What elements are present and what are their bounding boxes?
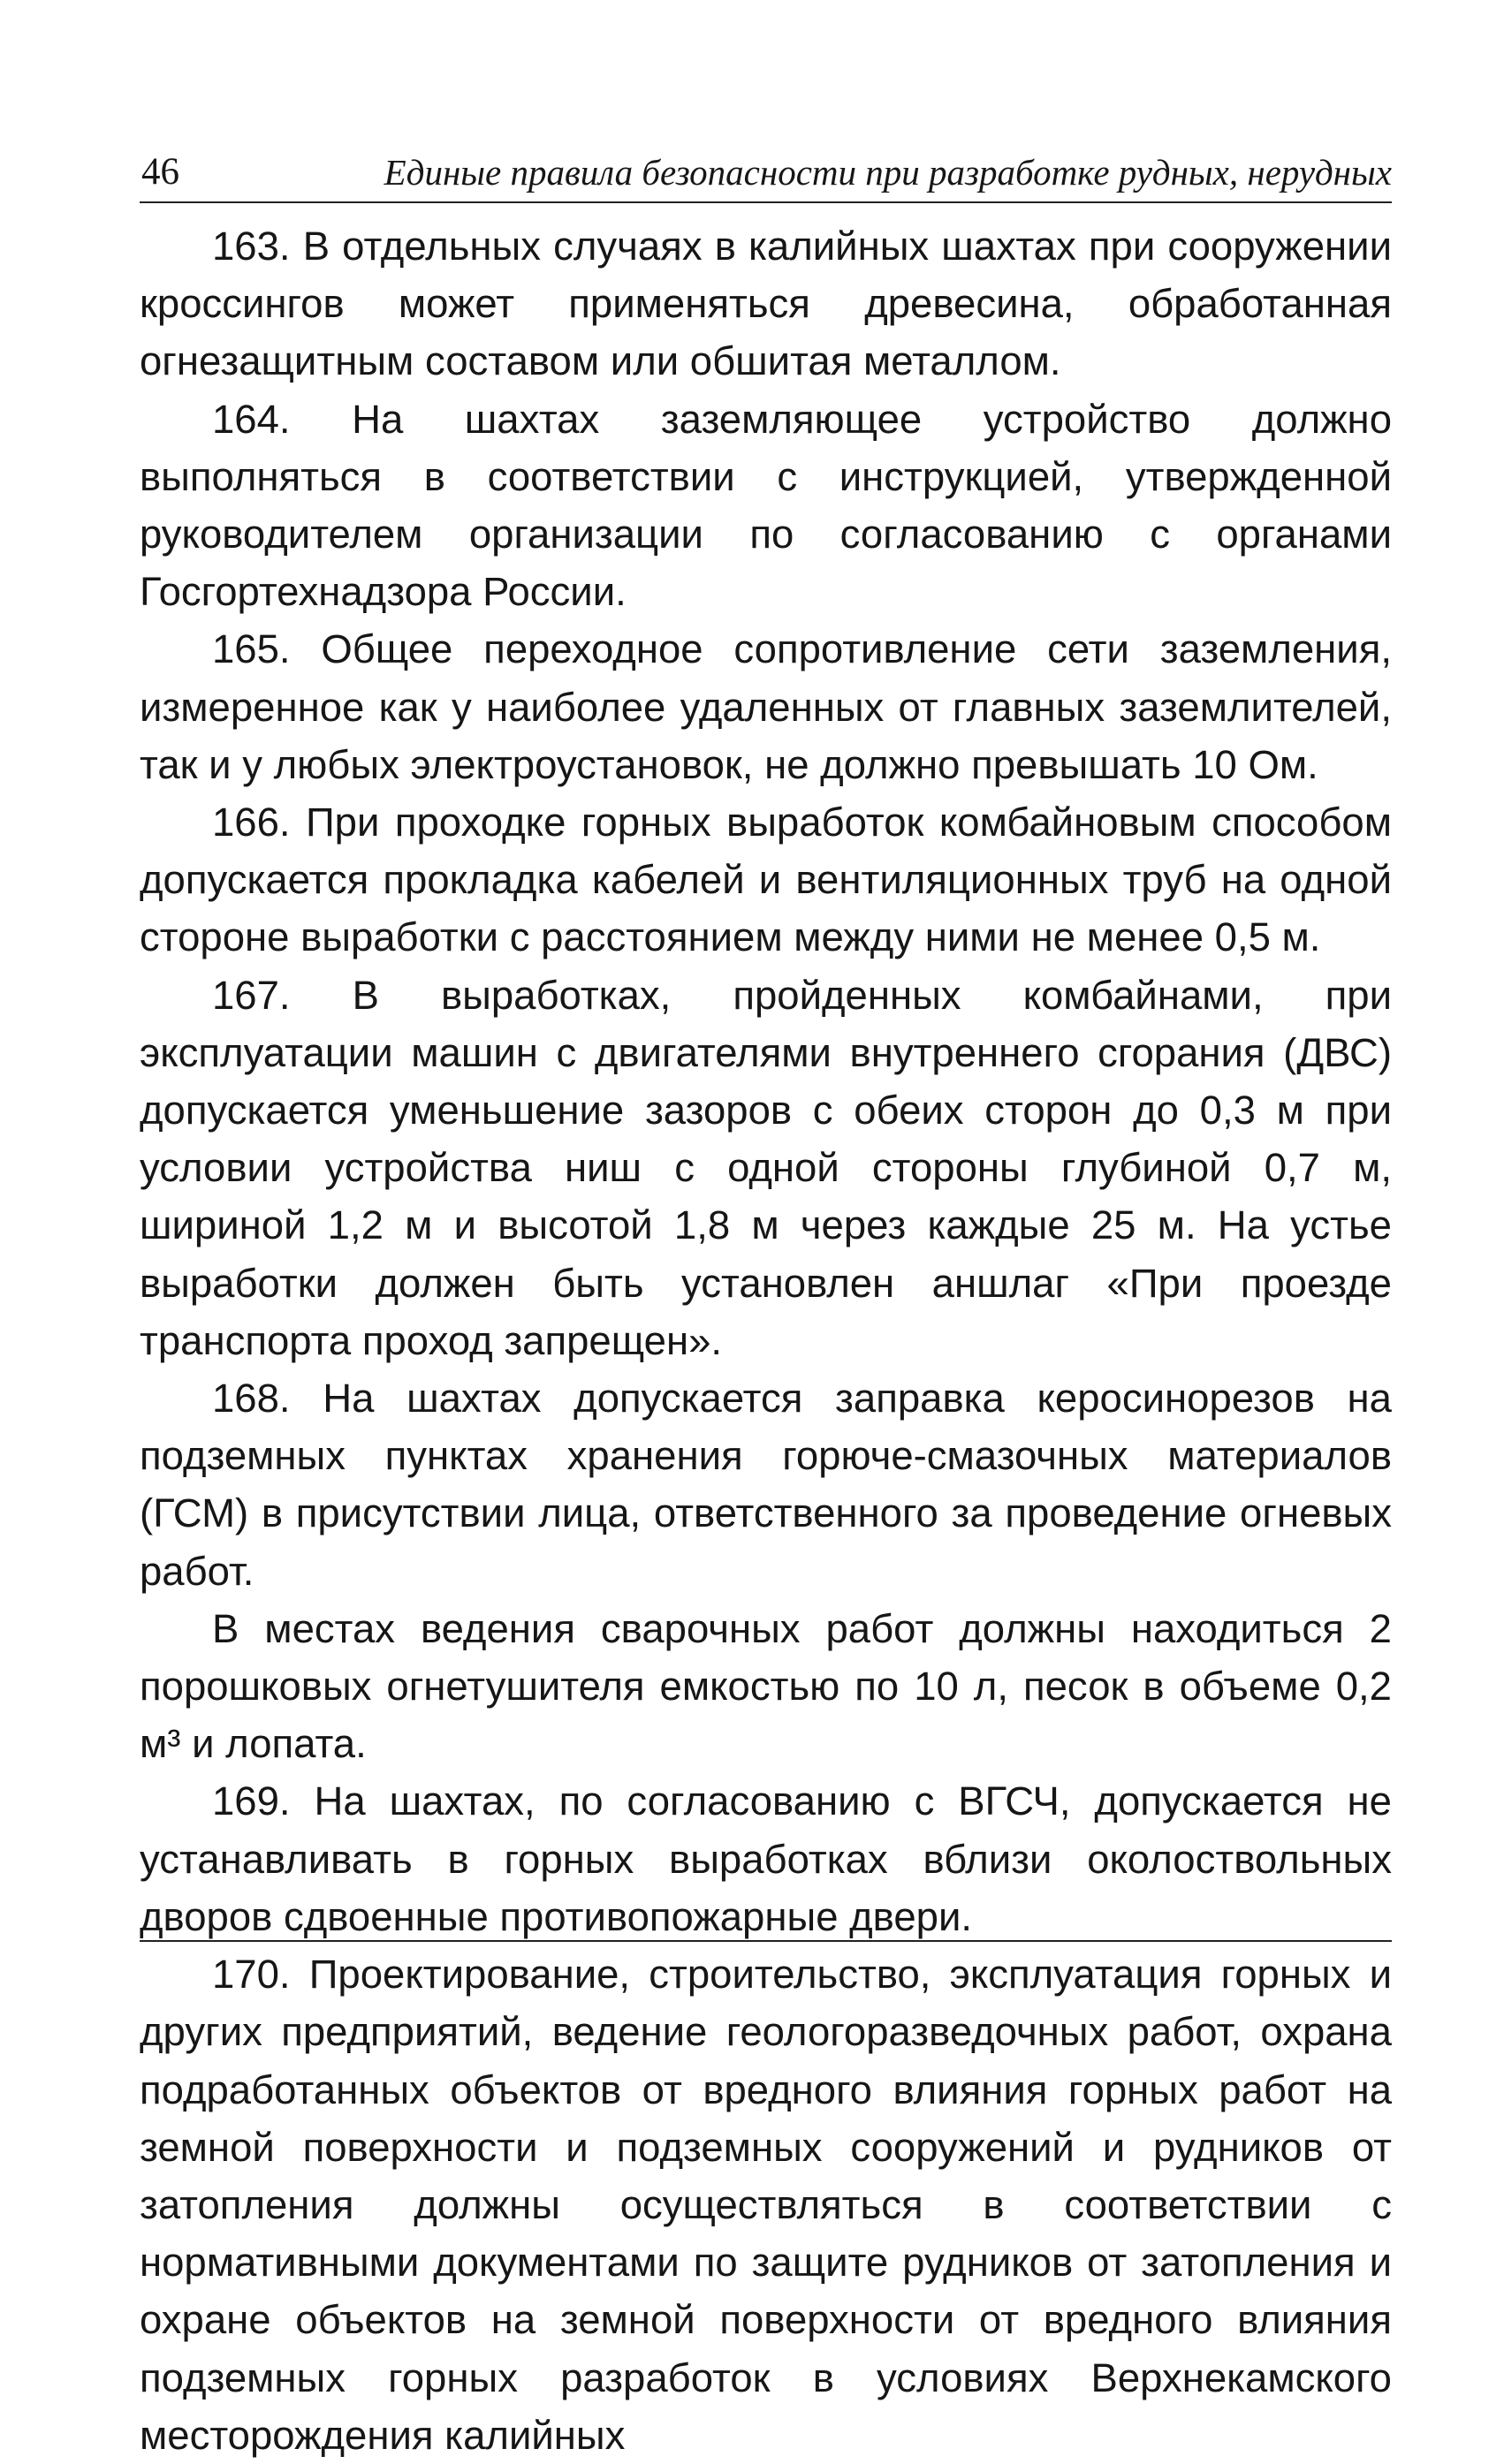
paragraph-170: 170. Проектирование, строительство, эксплуатация горных и других предприятий, ведение геологоразведочных работ, охрана подработанных объектов от вредного влияния горных работ на земной поверхности и подземных сооружений и рудников от затопления должны осуществляться в соответствии с нормативными документами по защите рудников от затопления и охране объектов на земной поверхности от вредного влияния подземных горных разработок в условиях Верхнекамского месторождения калийных [140,1952,1392,2458]
page-number: 46 [141,151,179,193]
paragraph-168-welding: В местах ведения сварочных работ должны находиться 2 порошковых огнетушителя емкостью по 10 л, песок в объеме 0,2 м³ и лопата. [140,1605,1392,1767]
paragraph-165: 165. Общее переходное сопротивление сети заземления, измеренное как у наиболее удаленных от главных заземлителей, так и у любых электроустановок, не должно превышать 10 Ом. [140,626,1392,787]
paragraph-163: 163. В отдельных случаях в калийных шахтах при сооружении кроссингов может применяться древесина, обработанная огнезащитным составом или обшитая металлом. [140,224,1392,384]
body-text [140,217,1392,2464]
paragraph-167: 167. В выработках, пройденных комбайнами, при эксплуатации машин с двигателями внутреннего сгорания (ДВС) допускается уменьшение зазоров с обеих сторон до 0,3 м при условии устройства ниш с одной стороны глубиной 0,7 м, шириной 1,2 м и высотой 1,8 м через каждые 25 м. На устье выработки должен быть установлен аншлаг «При проезде транспорта проход запрещен». [140,972,1392,1363]
paragraph-164: 164. На шахтах заземляющее устройство должно выполняться в соответствии с инструкцией, утвержденной руководителем организации по согласованию с органами Госгортехнадзора России. [140,396,1392,615]
paragraph-169: 169. На шахтах, по согласованию с ВГСЧ, допускается не устанавливать в горных выработках вблизи околоствольных дворов сдвоенные противопожарные двери. [140,1778,1392,1939]
paragraph-168: 168. На шахтах допускается заправка керосинорезов на подземных пунктах хранения горюче-смазочных материалов (ГСМ) в присутствии лица, ответственного за проведение огневых работ. [140,1376,1392,1594]
running-header [140,148,1392,203]
running-title: Единые правила безопасности при разработке рудных, нерудных [384,152,1392,193]
paragraph-166: 166. При проходке горных выработок комбайновым способом допускается прокладка кабелей и вентиляционных труб на одной стороне выработки с расстоянием между ними не менее 0,5 м. [140,800,1392,960]
bottom-rule [140,1940,1392,1942]
